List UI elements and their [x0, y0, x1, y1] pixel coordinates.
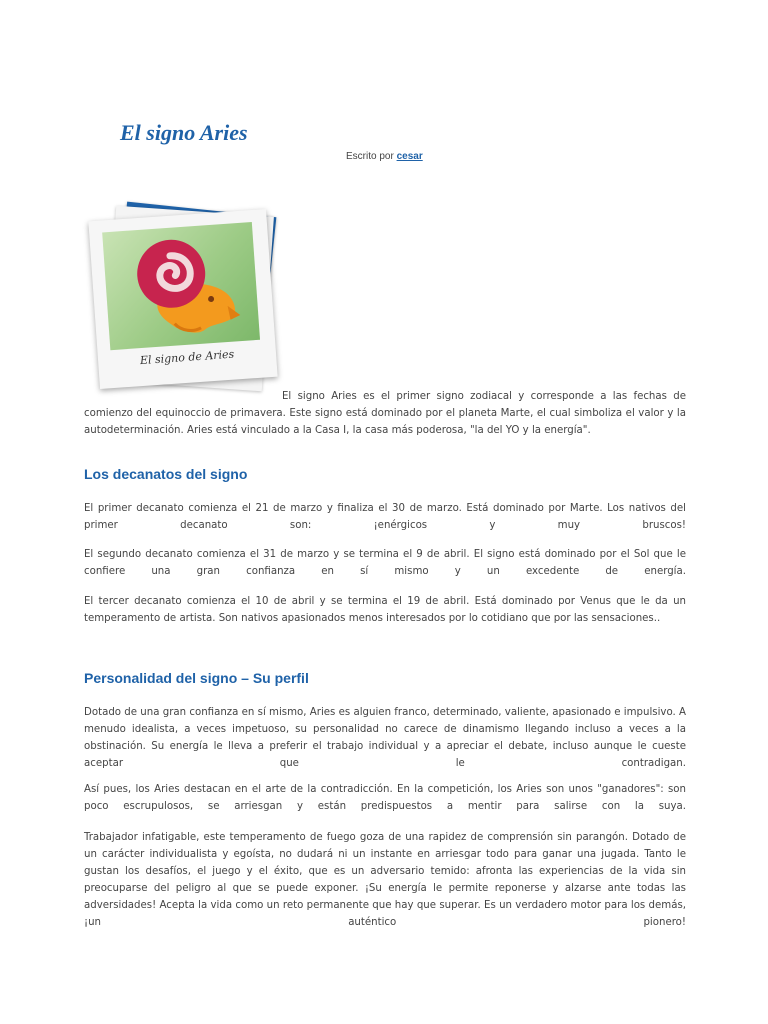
byline	[346, 151, 423, 162]
decanato-paragraph-1: El primer decanato comienza el 21 de marzo y finaliza el 30 de marzo. Está dominado por Marte. Los nativos del primer decanato son: ¡enérgicos y muy bruscos!	[84, 503, 686, 531]
image-caption: El signo de Aries	[139, 347, 235, 368]
intro-text: El signo Aries es el primer signo zodiacal y corresponde a las fechas de comienzo del equinoccio de primavera. Este signo está dominado por el planeta Marte, el cual simboliza el valor y la autodeterminación. Aries está vinculado a la Casa I, la casa más poderosa, "la del YO y la energía".	[84, 391, 686, 436]
aries-ram-icon	[102, 222, 260, 350]
intro-paragraph	[84, 388, 686, 439]
section-heading-personalidad: Personalidad del signo – Su perfil	[84, 670, 309, 686]
section-heading-decanatos: Los decanatos del signo	[84, 466, 248, 482]
decanato-paragraph-2: El segundo decanato comienza el 31 de marzo y se termina el 9 de abril. El signo está dominado por el Sol que le confiere una gran confianza en sí mismo y un excedente de energía.	[84, 549, 686, 577]
decanato-paragraph-3: El tercer decanato comienza el 10 de abril y se termina el 19 de abril. Está dominado por Venus que le da un temperamento de artista. Son nativos apasionados menos interesados por lo cotidiano que por las sensaciones..	[84, 596, 686, 624]
personalidad-paragraph-1: Dotado de una gran confianza en sí mismo, Aries es alguien franco, determinado, valiente, apasionado e impulsivo. A menudo idealista, a veces impetuoso, su personalidad no carece de dinamismo llegando incluso a veces a la obstinación. Su energía le lleva a preferir el trabajo individual y a apreciar el debate, incluso aunque le cueste aceptar que le contradigan.	[84, 707, 686, 769]
author-link[interactable]: cesar	[396, 151, 423, 162]
polaroid-frame	[88, 209, 277, 389]
aries-image	[86, 205, 286, 400]
personalidad-paragraph-3: Trabajador infatigable, este temperamento de fuego goza de una rapidez de comprensión sin parangón. Dotado de un carácter individualista y egoísta, no dudará ni un instante en arriesgar todo para ganar una jugada. Tanto le gustan los desafíos, el juego y el éxito, que es un adversario temido: afronta las experiencias de la vida sin preocuparse del peligro al que se puede exponer. ¡Su energía le permite reponerse y alzarse ante todas las adversidades! Acepta la vida como un reto permanente que hay que superar. Es un verdadero motor para los demás, ¡un auténtico pionero!	[84, 832, 686, 928]
article-title: El signo Aries	[120, 120, 248, 145]
personalidad-paragraph-2: Así pues, los Aries destacan en el arte de la contradicción. En la competición, los Aries son unos "ganadores": son poco escrupulosos, se arriesgan y están predispuestos a mentir para salirse con la suya.	[84, 784, 686, 812]
byline-prefix: Escrito por	[346, 151, 397, 162]
